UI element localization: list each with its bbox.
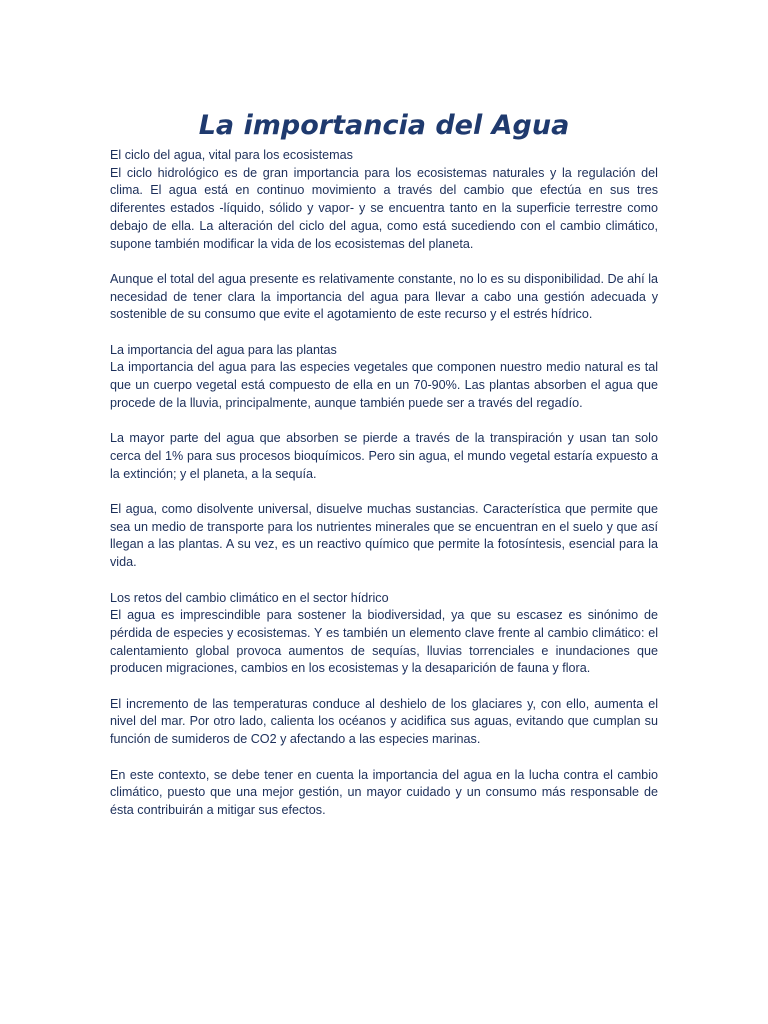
paragraph: El agua, como disolvente universal, disuelve muchas sustancias. Característica que permite que sea un medio de transporte para los nutrientes minerales que se encuentran en el suelo y que así llegan a las plantas. A su vez, es un reactivo químico que permite la fotosíntesis, esencial para la vida. [110, 502, 658, 570]
paragraph: La importancia del agua para las especies vegetales que componen nuestro medio natural es tal que un cuerpo vegetal está compuesto de ella en un 70-90%. Las plantas absorben el agua que procede de la lluvia, principalmente, aunque también puede ser a través del regadío. [110, 360, 658, 410]
paragraph: El agua es imprescindible para sostener la biodiversidad, ya que su escasez es sinónimo de pérdida de especies y ecosistemas. Y es también un elemento clave frente al cambio climático: el calentamiento global provoca aumentos de sequías, lluvias torrenciales e inundaciones que producen migraciones, cambios en los ecosistemas y la desaparición de fauna y flora. [110, 608, 658, 676]
section-heading-plants: La importancia del agua para las plantas [110, 342, 337, 357]
section-heading-climate-change: Los retos del cambio climático en el sector hídrico [110, 590, 389, 605]
paragraph: En este contexto, se debe tener en cuenta la importancia del agua en la lucha contra el cambio climático, puesto que una mejor gestión, un mayor cuidado y un consumo más responsable de ésta contribuirán a mitigar sus efectos. [110, 767, 658, 817]
paragraph: El incremento de las temperaturas conduce al deshielo de los glaciares y, con ello, aumenta el nivel del mar. Por otro lado, calienta los océanos y acidifica sus aguas, evitando que cumplan su función de sumideros de CO2 y afectando a las especies marinas. [110, 696, 658, 747]
section-heading-water-cycle: El ciclo del agua, vital para los ecosistemas [110, 148, 353, 162]
paragraph: El ciclo hidrológico es de gran importancia para los ecosistemas naturales y la regulación del clima. El agua está en continuo movimiento a través del cambio que efectúa en sus tres diferentes estados -líquido, sólido y vapor- y se encuentra tanto en la superficie terrestre como debajo de ella. La alteración del ciclo del agua, como está sucediendo con el cambio climático, supone también modificar la vida de los ecosistemas del planeta. [110, 165, 658, 251]
document-title: La importancia del Agua [198, 110, 570, 141]
paragraph: La mayor parte del agua que absorben se pierde a través de la transpiración y usan tan solo cerca del 1% para sus procesos bioquímicos. Pero sin agua, el mundo vegetal estaría expuesto a la extinción; y el planeta, a la sequía. [110, 431, 658, 481]
document-body [110, 147, 658, 820]
paragraph: Aunque el total del agua presente es relativamente constante, no lo es su disponibilidad. De ahí la necesidad de tener clara la importancia del agua para llevar a cabo una gestión adecuada y sostenible de su consumo que evite el agotamiento de este recurso y el estrés hídrico. [110, 271, 658, 322]
